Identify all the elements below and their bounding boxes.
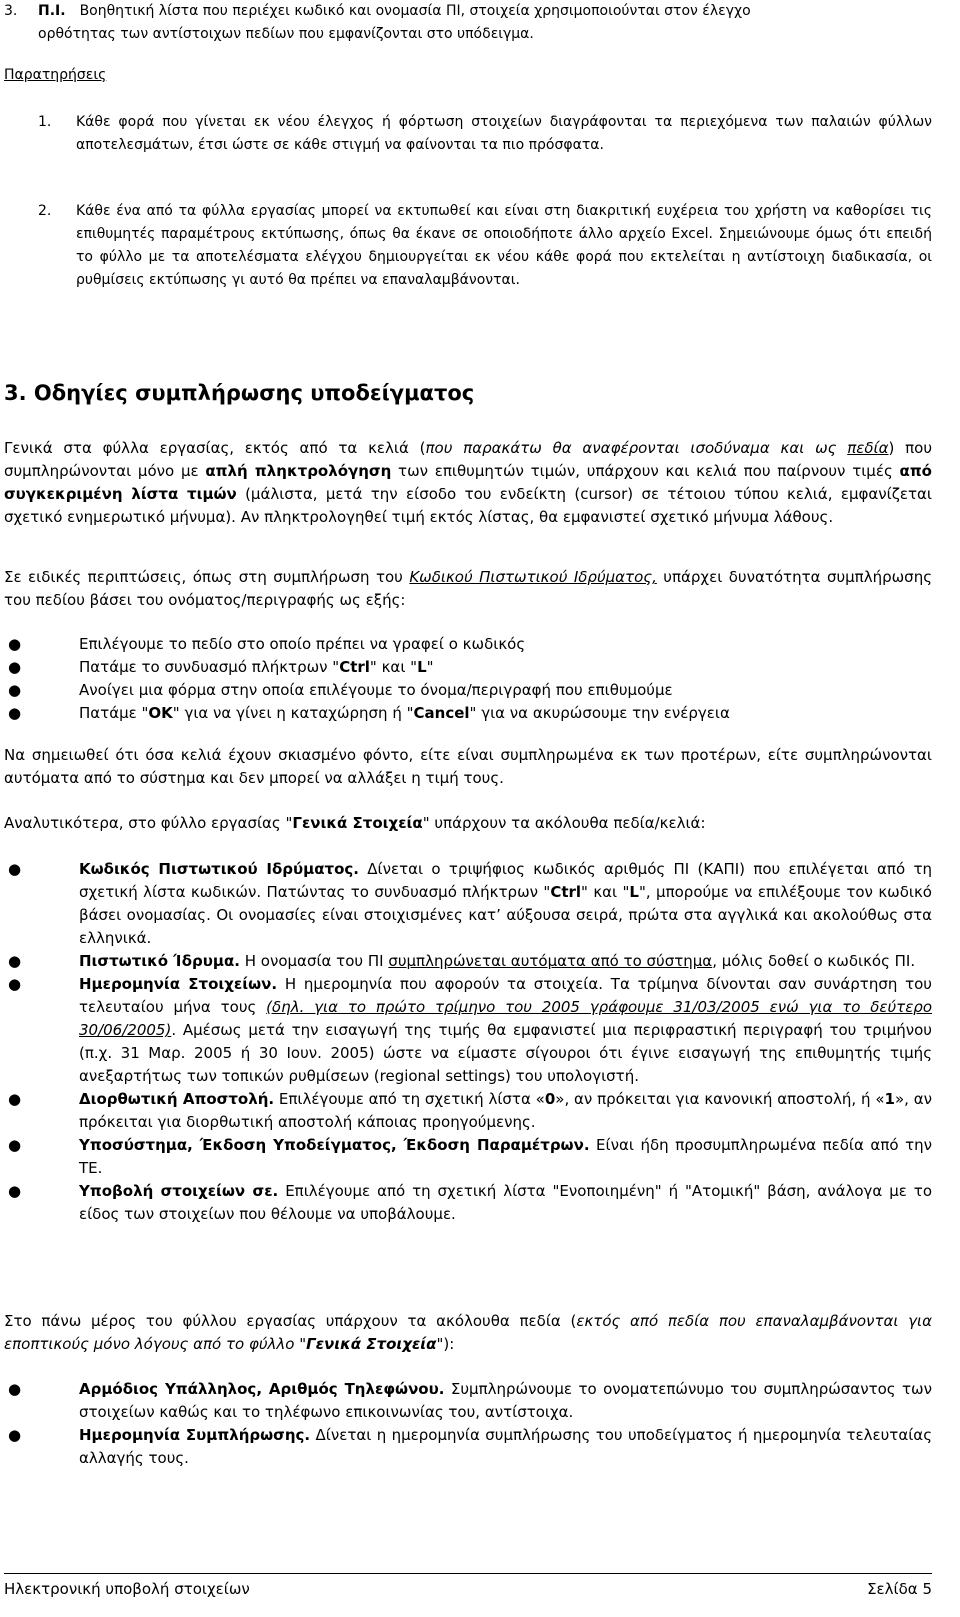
p4-a: Αναλυτικότερα, στο φύλλο εργασίας ": [4, 814, 293, 832]
list-item: [0, 1088, 932, 1134]
step-2-d: L: [417, 658, 427, 676]
field2-1-title: Αρμόδιος Υπάλληλος, Αριθμός Τηλεφώνου.: [79, 1380, 445, 1398]
field-5-a: Είναι ήδη προσυμπληρωμένα πεδία από την ΤΕ.: [79, 1136, 932, 1177]
list-item: [0, 702, 932, 725]
bullet-icon: ●: [8, 1380, 22, 1398]
p5-e: ):: [443, 1335, 455, 1353]
step-4-d: Cancel: [413, 704, 470, 722]
field-1-b: Ctrl: [550, 883, 582, 901]
list-item: [0, 950, 932, 973]
field-6-a: Επιλέγουμε από τη σχετική λίστα "Ενοποιημένη" ή "Ατομική" βάση, ανάλογα με το είδος των στοιχείων που θέλουμε να υποβάλουμε.: [79, 1182, 933, 1223]
field-3-b: (δηλ. για το πρώτο τρίμηνο του 2005 γράφουμε 31/03/2005 ενώ για το δεύτερο 30/06/2005): [79, 998, 932, 1039]
field-6-title: Υποβολή στοιχείων σε.: [79, 1182, 279, 1200]
field-4-d: 1: [884, 1090, 895, 1108]
note-1: [4, 111, 932, 157]
bullet-icon: ●: [8, 952, 22, 970]
p5-d: ": [436, 1335, 444, 1353]
list-item: [0, 656, 932, 679]
field2-2-a: Δίνεται η ημερομηνία συμπλήρωσης του υποδείγματος ή ημερομηνία τελευταίας αλλαγής τους.: [79, 1426, 932, 1467]
notes-title: [4, 64, 932, 87]
list-item: [0, 633, 932, 656]
bullet-icon: ●: [8, 1136, 22, 1154]
p4-c: " υπάρχουν τα ακόλουθα πεδία/κελιά:: [422, 814, 706, 832]
notes-title-text: Παρατηρήσεις: [4, 67, 107, 83]
p1-c: πεδία: [847, 439, 889, 457]
footer-title: Ηλεκτρονική υποβολή στοιχείων: [4, 1580, 250, 1598]
paragraph-shaded: Να σημειωθεί ότι όσα κελιά έχουν σκιασμένο φόντο, είτε είναι συμπληρωμένα εκ των προτέρων, είτε συμπληρώνονται αυτόματα από το σύστημα και δεν μπορεί να αλλάξει η τιμή τους.: [4, 746, 932, 787]
p5-c: Γενικά Στοιχεία: [306, 1335, 437, 1353]
field2-1-a: Συμπληρώνουμε το ονοματεπώνυμο του συμπληρώσαντος των στοιχείων καθώς και το τηλέφωνο επικοινωνίας του, αντίστοιχα.: [79, 1380, 933, 1421]
section-heading: 3. Οδηγίες συμπλήρωσης υποδείγματος: [4, 381, 475, 405]
note-2-text: Κάθε ένα από τα φύλλα εργασίας μπορεί να εκτυπωθεί και είναι στη διακριτική ευχέρεια του χρήστη να καθορίσει τις επιθυμητές παραμέτρους εκτύπωσης, όπως θα έκανε σε οποιοδήποτε άλλο αρχείο Excel.: [76, 203, 932, 242]
paragraph-general: [4, 437, 932, 529]
field-1-d: L: [629, 883, 639, 901]
item-line2: ορθότητας των αντίστοιχων πεδίων που εμφανίζονται στο υπόδειγμα.: [38, 26, 534, 42]
p2-a: Σε ειδικές περιπτώσεις, όπως στη συμπλήρωση του: [4, 568, 410, 586]
fields-list: [0, 858, 932, 1226]
step-4-a: Πατάμε ": [79, 704, 149, 722]
p5-b: εκτός από πεδία που επαναλαμβάνονται για εποπτικούς μόνο λόγους από το φύλλο ": [4, 1312, 932, 1353]
note-2-text2: Σημειώνουμε όμως ότι επειδή το φύλλο με τα αποτελέσματα ελέγχου δημιουργείται εκ νέου κάθε φορά που εκτελείται η αντίστοιχη διαδικασία, οι ρυθμίσεις εκτύπωσης γι αυτό θα πρέπει να επαναλαμβάνονται.: [76, 226, 932, 288]
step-2-a: Πατάμε το συνδυασμό πλήκτρων ": [79, 658, 340, 676]
field-1-c: " και ": [581, 883, 630, 901]
p5-a: Στο πάνω μέρος του φύλλου εργασίας υπάρχουν τα ακόλουθα πεδία (: [4, 1312, 577, 1330]
field-1-a: Δίνεται ο τριψήφιος κωδικός αριθμός ΠΙ (ΚΑΠΙ) που επιλέγεται από τη σχετική λίστα κωδικών. Πατώντας το συνδυασμό πλήκτρων ": [79, 860, 932, 901]
bullet-icon: ●: [8, 1090, 22, 1108]
item-line1: Βοηθητική λίστα που περιέχει κωδικό και ονομασία ΠΙ, στοιχεία χρησιμοποιούνται στον έλεγχο: [79, 3, 751, 19]
note-1-number: 1.: [38, 114, 52, 130]
step-4-e: " για να ακυρώσουμε την ενέργεια: [469, 704, 730, 722]
bullet-icon: ●: [8, 860, 22, 878]
step-2-b: Ctrl: [339, 658, 370, 676]
p1-g: από συγκεκριμένη λίστα τιμών: [4, 462, 932, 503]
paragraph-top-fields: [4, 1310, 932, 1356]
steps-list: [0, 633, 932, 725]
p4-b: Γενικά Στοιχεία: [292, 814, 423, 832]
page-number: Σελίδα 5: [867, 1580, 932, 1598]
field2-2-title: Ημερομηνία Συμπλήρωσης.: [79, 1426, 311, 1444]
p1-h: (μάλιστα, μετά την είσοδο του ενδείκτη (cursor) σε τέτοιου τύπου κελιά, εμφανίζεται σχετικό ενημερωτικό μήνυμα). Αν πληκτρολογηθεί τιμή εκτός λίστας, θα εμφανιστεί σχετικό μήνυμα λάθους.: [4, 485, 933, 526]
field-4-a: Επιλέγουμε από τη σχετική λίστα «: [274, 1090, 545, 1108]
p1-d: ) που συμπληρώνονται μόνο με: [4, 439, 932, 480]
p1-f: των επιθυμητών τιμών, υπάρχουν και κελιά που παίρνουν τιμές: [391, 462, 900, 480]
field-2-title: Πιστωτικό Ίδρυμα.: [79, 952, 240, 970]
field-3-a: Η ημερομηνία που αφορούν τα στοιχεία. Τα τρίμηνα δίνονται σαν συνάρτηση του τελευταίου μήνα τους: [79, 975, 932, 1016]
field-2-a: Η ονομασία του ΠΙ: [239, 952, 389, 970]
list-item: [0, 1378, 932, 1424]
list-item: [0, 1134, 932, 1180]
bullet-icon: ●: [8, 1182, 22, 1200]
field-5-title: Υποσύστημα, Έκδοση Υποδείγματος, Έκδοση Παραμέτρων.: [79, 1136, 590, 1154]
fields-list-2: [0, 1378, 932, 1470]
bullet-icon: ●: [8, 1426, 22, 1444]
field-4-c: », αν πρόκειται για κανονική αποστολή, ή «: [555, 1090, 885, 1108]
p1-e: απλή πληκτρολόγηση: [205, 462, 392, 480]
item-code: Π.Ι.: [38, 3, 66, 19]
list-item: [0, 858, 932, 950]
field-4-title: Διορθωτική Αποστολή.: [79, 1090, 275, 1108]
note-1-text: Κάθε φορά που γίνεται εκ νέου έλεγχος ή φόρτωση στοιχείων διαγράφονται τα περιεχόμενα των παλαιών φύλλων αποτελεσμάτων, έτσι ώστε σε κάθε στιγμή να φαίνονται τα πιο πρόσφατα.: [76, 114, 932, 153]
bullet-icon: ●: [8, 635, 22, 653]
field-2-b: συμπληρώνεται αυτόματα από το σύστημα: [388, 952, 713, 970]
p2-b: Κωδικού Πιστωτικού Ιδρύματος,: [409, 568, 657, 586]
bullet-icon: ●: [8, 681, 22, 699]
note-2-number: 2.: [38, 203, 52, 219]
list-item: [0, 973, 932, 1088]
item-number: 3.: [4, 3, 18, 19]
list-item: [0, 679, 932, 702]
field-3-c: . Αμέσως μετά την εισαγωγή της τιμής θα εμφανιστεί μια περιφραστική περιγραφή του τριμήνου (π.χ. 31 Μαρ. 2005 ή 30 Ιουν. 2005) ώστε να είμαστε σίγουροι ότι έγινε εισαγωγή της επιθυμητής τιμής ανεξαρτήτως των τοπικών ρυθμίσεων (regional settings) του υπολογιστή.: [79, 1021, 932, 1085]
step-2-e: ": [426, 658, 434, 676]
bullet-icon: ●: [8, 704, 22, 722]
step-4-b: ΟΚ: [148, 704, 173, 722]
note-2: [4, 200, 932, 292]
bullet-icon: ●: [8, 975, 22, 993]
field-3-title: Ημερομηνία Στοιχείων.: [79, 975, 278, 993]
field-4-e: », αν πρόκειται για διορθωτική αποστολή κάποιας προηγούμενης.: [79, 1090, 932, 1131]
step-1-text: Επιλέγουμε το πεδίο στο οποίο πρέπει να γραφεί ο κωδικός: [79, 635, 526, 653]
field-1-e: ", μπορούμε να επιλέξουμε τον κωδικό βάσει ονομασίας. Οι ονομασίες είναι στοιχισμένες κατ’ αύξουσα σειρά, πρώτα στα αγγλικά και ακολούθως στα ελληνικά.: [79, 883, 932, 947]
bullet-icon: ●: [8, 658, 22, 676]
p1-b: που παρακάτω θα αναφέρονται ισοδύναμα και ως: [425, 439, 848, 457]
p1-a: Γενικά στα φύλλα εργασίας, εκτός από τα κελιά (: [4, 439, 426, 457]
step-2-c: " και ": [369, 658, 418, 676]
field-4-b: 0: [544, 1090, 556, 1108]
field-2-c: , μόλις δοθεί ο κωδικός ΠΙ.: [712, 952, 916, 970]
section-3-item: [4, 0, 932, 46]
p2-c: υπάρχει δυνατότητα συμπλήρωσης του πεδίου βάσει του ονόματος/περιγραφής ως εξής:: [4, 568, 933, 609]
page-footer: [4, 1573, 932, 1600]
paragraph-fields-intro: [4, 812, 932, 835]
list-item: [0, 1180, 932, 1226]
paragraph-special: [4, 566, 932, 612]
list-item: [0, 1424, 932, 1470]
step-4-c: " για να γίνει η καταχώρηση ή ": [172, 704, 414, 722]
field-1-title: Κωδικός Πιστωτικού Ιδρύματος.: [79, 860, 359, 878]
step-3-text: Ανοίγει μια φόρμα στην οποία επιλέγουμε το όνομα/περιγραφή που επιθυμούμε: [79, 681, 673, 699]
